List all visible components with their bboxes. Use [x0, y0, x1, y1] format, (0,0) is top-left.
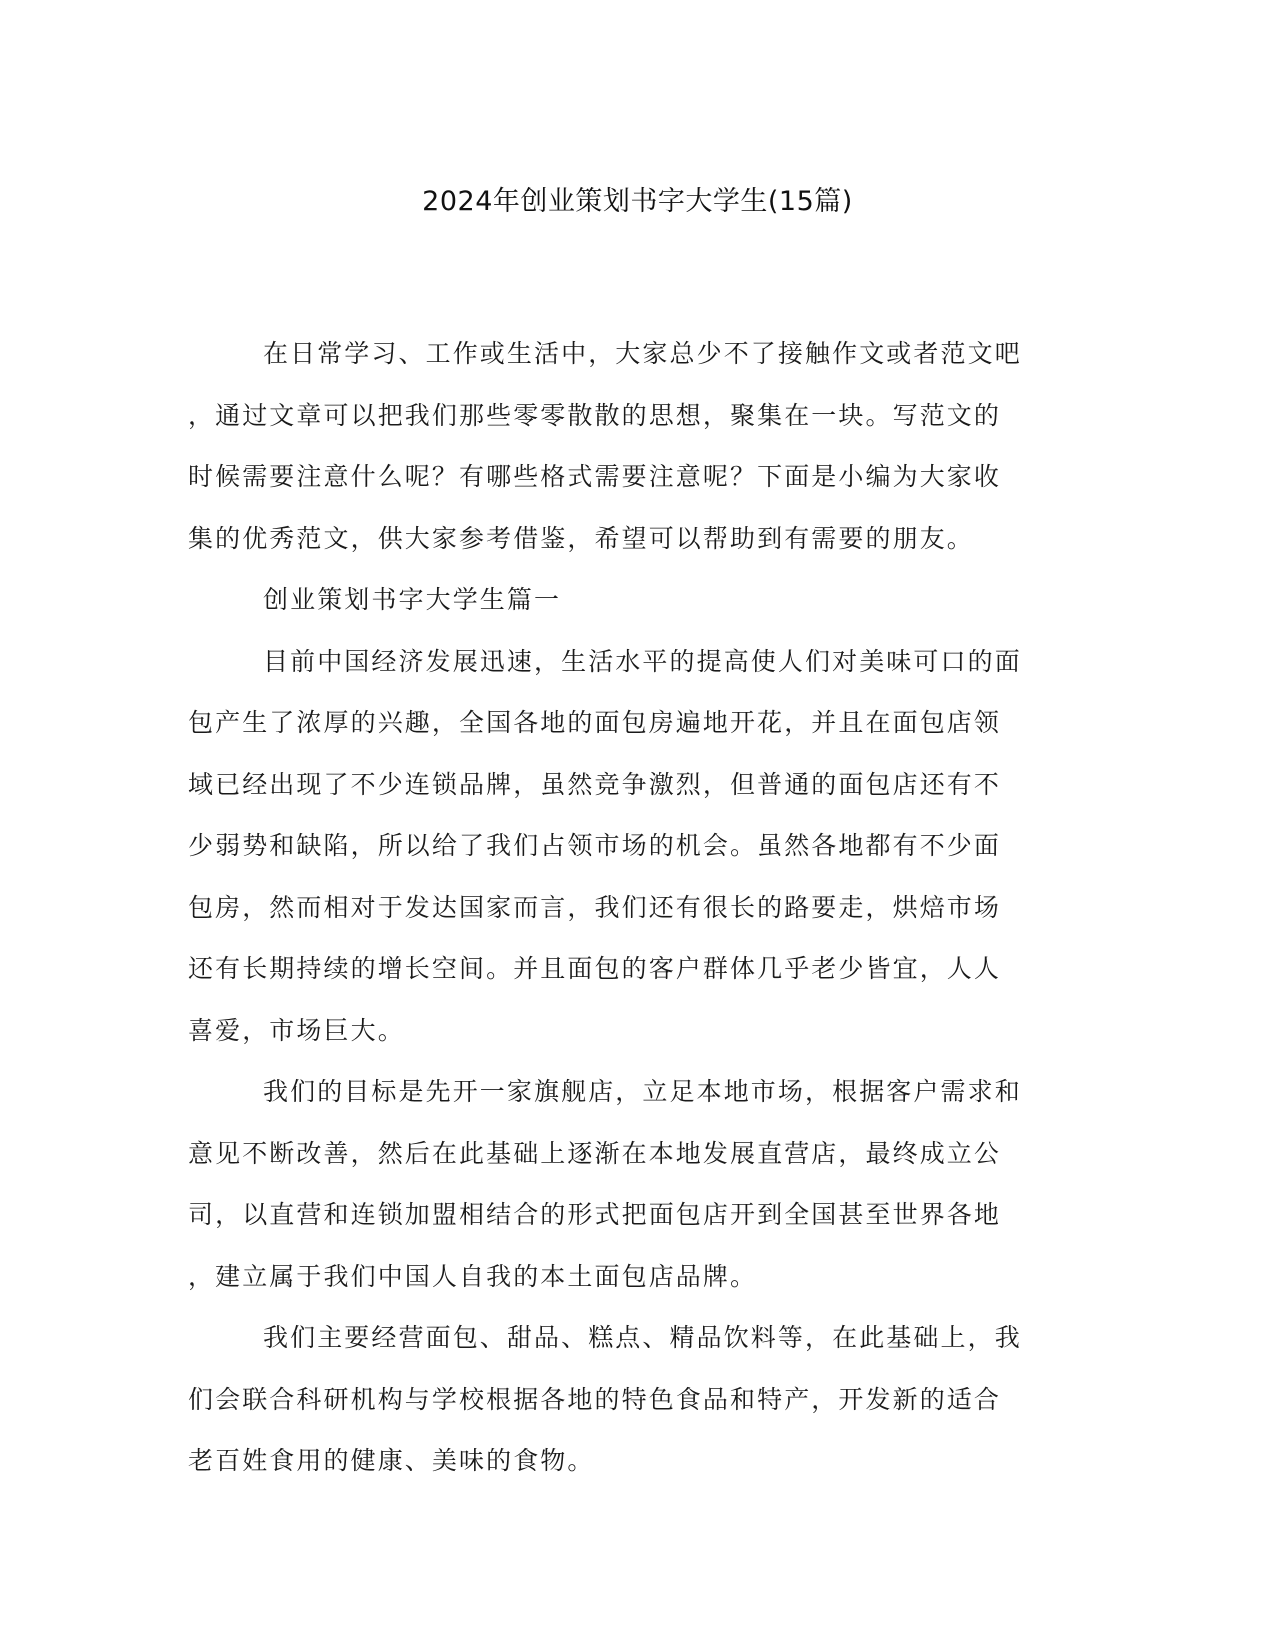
text-line: 包产生了浓厚的兴趣，全国各地的面包房遍地开花，并且在面包店领 [188, 708, 1002, 737]
text-line: 创业策划书字大学生篇一 [263, 585, 562, 614]
text-line: 我们的目标是先开一家旗舰店，立足本地市场，根据客户需求和 [263, 1077, 1022, 1106]
document-title: 2024年创业策划书字大学生(15篇) [422, 186, 853, 217]
text-line: 少弱势和缺陷，所以给了我们占领市场的机会。虽然各地都有不少面 [188, 831, 1002, 860]
text-line: 们会联合科研机构与学校根据各地的特色食品和特产，开发新的适合 [188, 1384, 1002, 1414]
text-line: 司，以直营和连锁加盟相结合的形式把面包店开到全国甚至世界各地 [188, 1200, 1002, 1229]
text-line: ，通过文章可以把我们那些零零散散的思想，聚集在一块。写范文的 [188, 400, 1002, 430]
text-line: 意见不断改善，然后在此基础上逐渐在本地发展直营店，最终成立公 [188, 1138, 1002, 1168]
text-line: 还有长期持续的增长空间。并且面包的客户群体几乎老少皆宜，人人 [188, 954, 1002, 983]
text-line: 喜爱，市场巨大。 [188, 1015, 405, 1045]
text-line: ，建立属于我们中国人自我的本土面包店品牌。 [188, 1261, 758, 1291]
text-line: 老百姓食用的健康、美味的食物。 [188, 1446, 595, 1475]
document-body [188, 323, 1068, 1492]
text-line: 我们主要经营面包、甜品、糕点、精品饮料等，在此基础上，我 [263, 1323, 1022, 1352]
text-line: 域已经出现了不少连锁品牌，虽然竞争激烈，但普通的面包店还有不 [188, 769, 1002, 799]
text-line: 在日常学习、工作或生活中，大家总少不了接触作文或者范文吧 [263, 339, 1022, 368]
text-line: 目前中国经济发展迅速，生活水平的提高使人们对美味可口的面 [263, 646, 1022, 676]
text-line: 时候需要注意什么呢？有哪些格式需要注意呢？下面是小编为大家收 [188, 462, 1002, 491]
text-line: 包房，然而相对于发达国家而言，我们还有很长的路要走，烘焙市场 [188, 892, 1002, 922]
text-line: 集的优秀范文，供大家参考借鉴，希望可以帮助到有需要的朋友。 [188, 523, 974, 553]
